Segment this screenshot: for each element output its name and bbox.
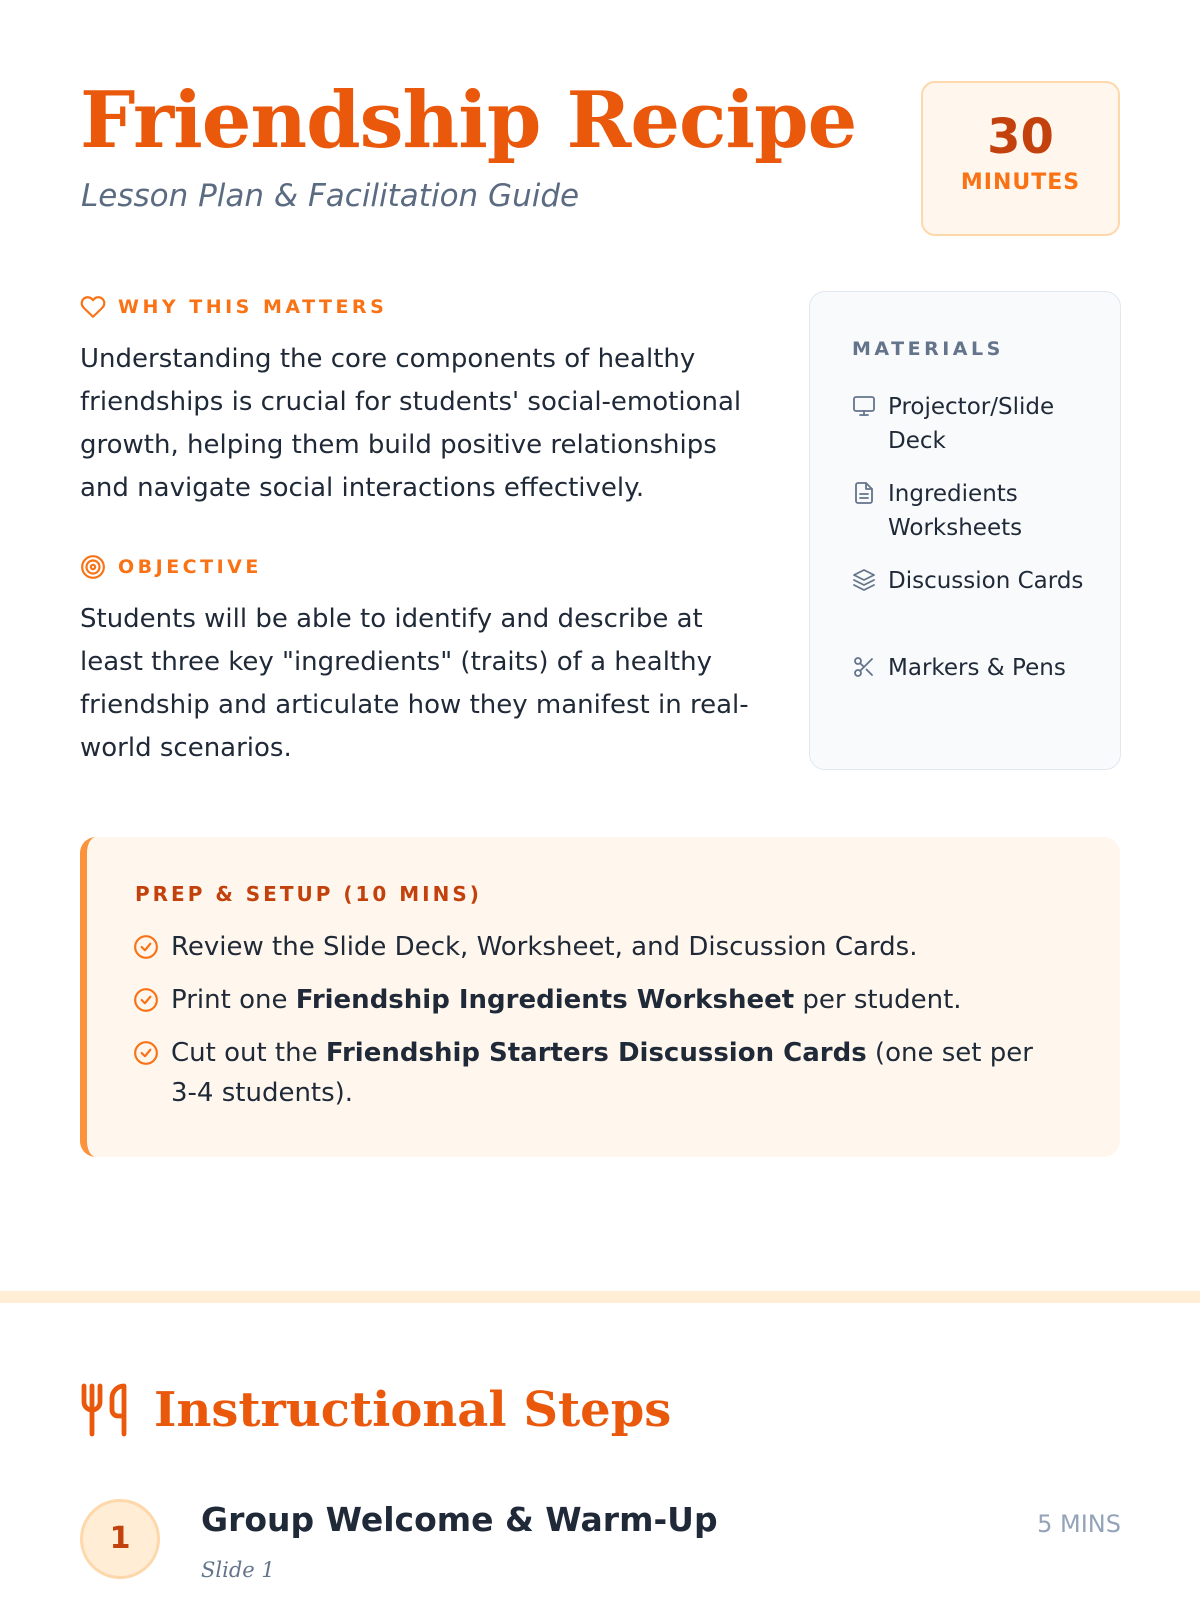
utensils-icon — [80, 1382, 132, 1438]
material-label: Projector/Slide Deck — [888, 394, 1055, 454]
prep-title: PREP & SETUP (10 MINS) — [135, 882, 482, 906]
prep-item-text: Print one Friendship Ingredients Worksheet per student. — [171, 985, 962, 1015]
step-duration: 5 MINS — [1037, 1510, 1121, 1538]
scissors-icon — [852, 655, 876, 679]
duration-badge — [921, 81, 1120, 236]
prep-item — [133, 1033, 1063, 1113]
layers-icon — [852, 568, 876, 592]
why-label — [80, 294, 387, 320]
prep-item-text: Review the Slide Deck, Worksheet, and Discussion Cards. — [171, 932, 918, 962]
materials-title: MATERIALS — [852, 338, 1004, 360]
material-label: Discussion Cards — [888, 568, 1084, 594]
prep-item-text: Cut out the Friendship Starters Discussion Cards (one set per 3-4 students). — [171, 1038, 1033, 1108]
prep-list — [133, 927, 1063, 1126]
page-subtitle: Lesson Plan & Facilitation Guide — [81, 178, 580, 214]
duration-value: 30 — [987, 109, 1054, 165]
objective-text: Students will be able to identify and describe at least three key "ingredients" (traits) of a healthy friendship and articulate how they manifest in real-world scenarios. — [80, 604, 749, 763]
objective-label-text: OBJECTIVE — [118, 556, 262, 578]
prep-panel — [80, 837, 1120, 1157]
why-label-text: WHY THIS MATTERS — [118, 296, 388, 318]
material-label: Ingredients Worksheets — [888, 481, 1023, 541]
section-divider — [0, 1291, 1200, 1303]
material-item — [852, 651, 1102, 685]
heart-icon — [80, 294, 106, 320]
step-slide: Slide 1 — [201, 1558, 275, 1582]
steps-title: Instructional Steps — [154, 1382, 672, 1438]
prep-item — [133, 980, 1063, 1020]
target-icon — [80, 554, 106, 580]
prep-item — [133, 927, 1063, 967]
duration-unit: MINUTES — [960, 169, 1081, 195]
materials-panel — [809, 291, 1121, 770]
why-text: Understanding the core components of healthy friendships is crucial for students' social-emotional growth, helping them build positive relationships and navigate social interactions effectively. — [80, 344, 742, 503]
steps-header — [80, 1382, 671, 1438]
step-number: 1 — [80, 1499, 160, 1579]
material-label: Markers & Pens — [888, 655, 1066, 681]
document-icon — [852, 481, 876, 505]
material-item — [852, 390, 1102, 458]
page-title: Friendship Recipe — [80, 75, 857, 166]
step-title: Group Welcome & Warm-Up — [201, 1500, 718, 1539]
check-circle-icon — [133, 934, 159, 960]
check-circle-icon — [133, 987, 159, 1013]
monitor-icon — [852, 394, 876, 418]
check-circle-icon — [133, 1040, 159, 1066]
material-item — [852, 477, 1102, 545]
material-item — [852, 564, 1102, 598]
objective-label — [80, 554, 262, 580]
